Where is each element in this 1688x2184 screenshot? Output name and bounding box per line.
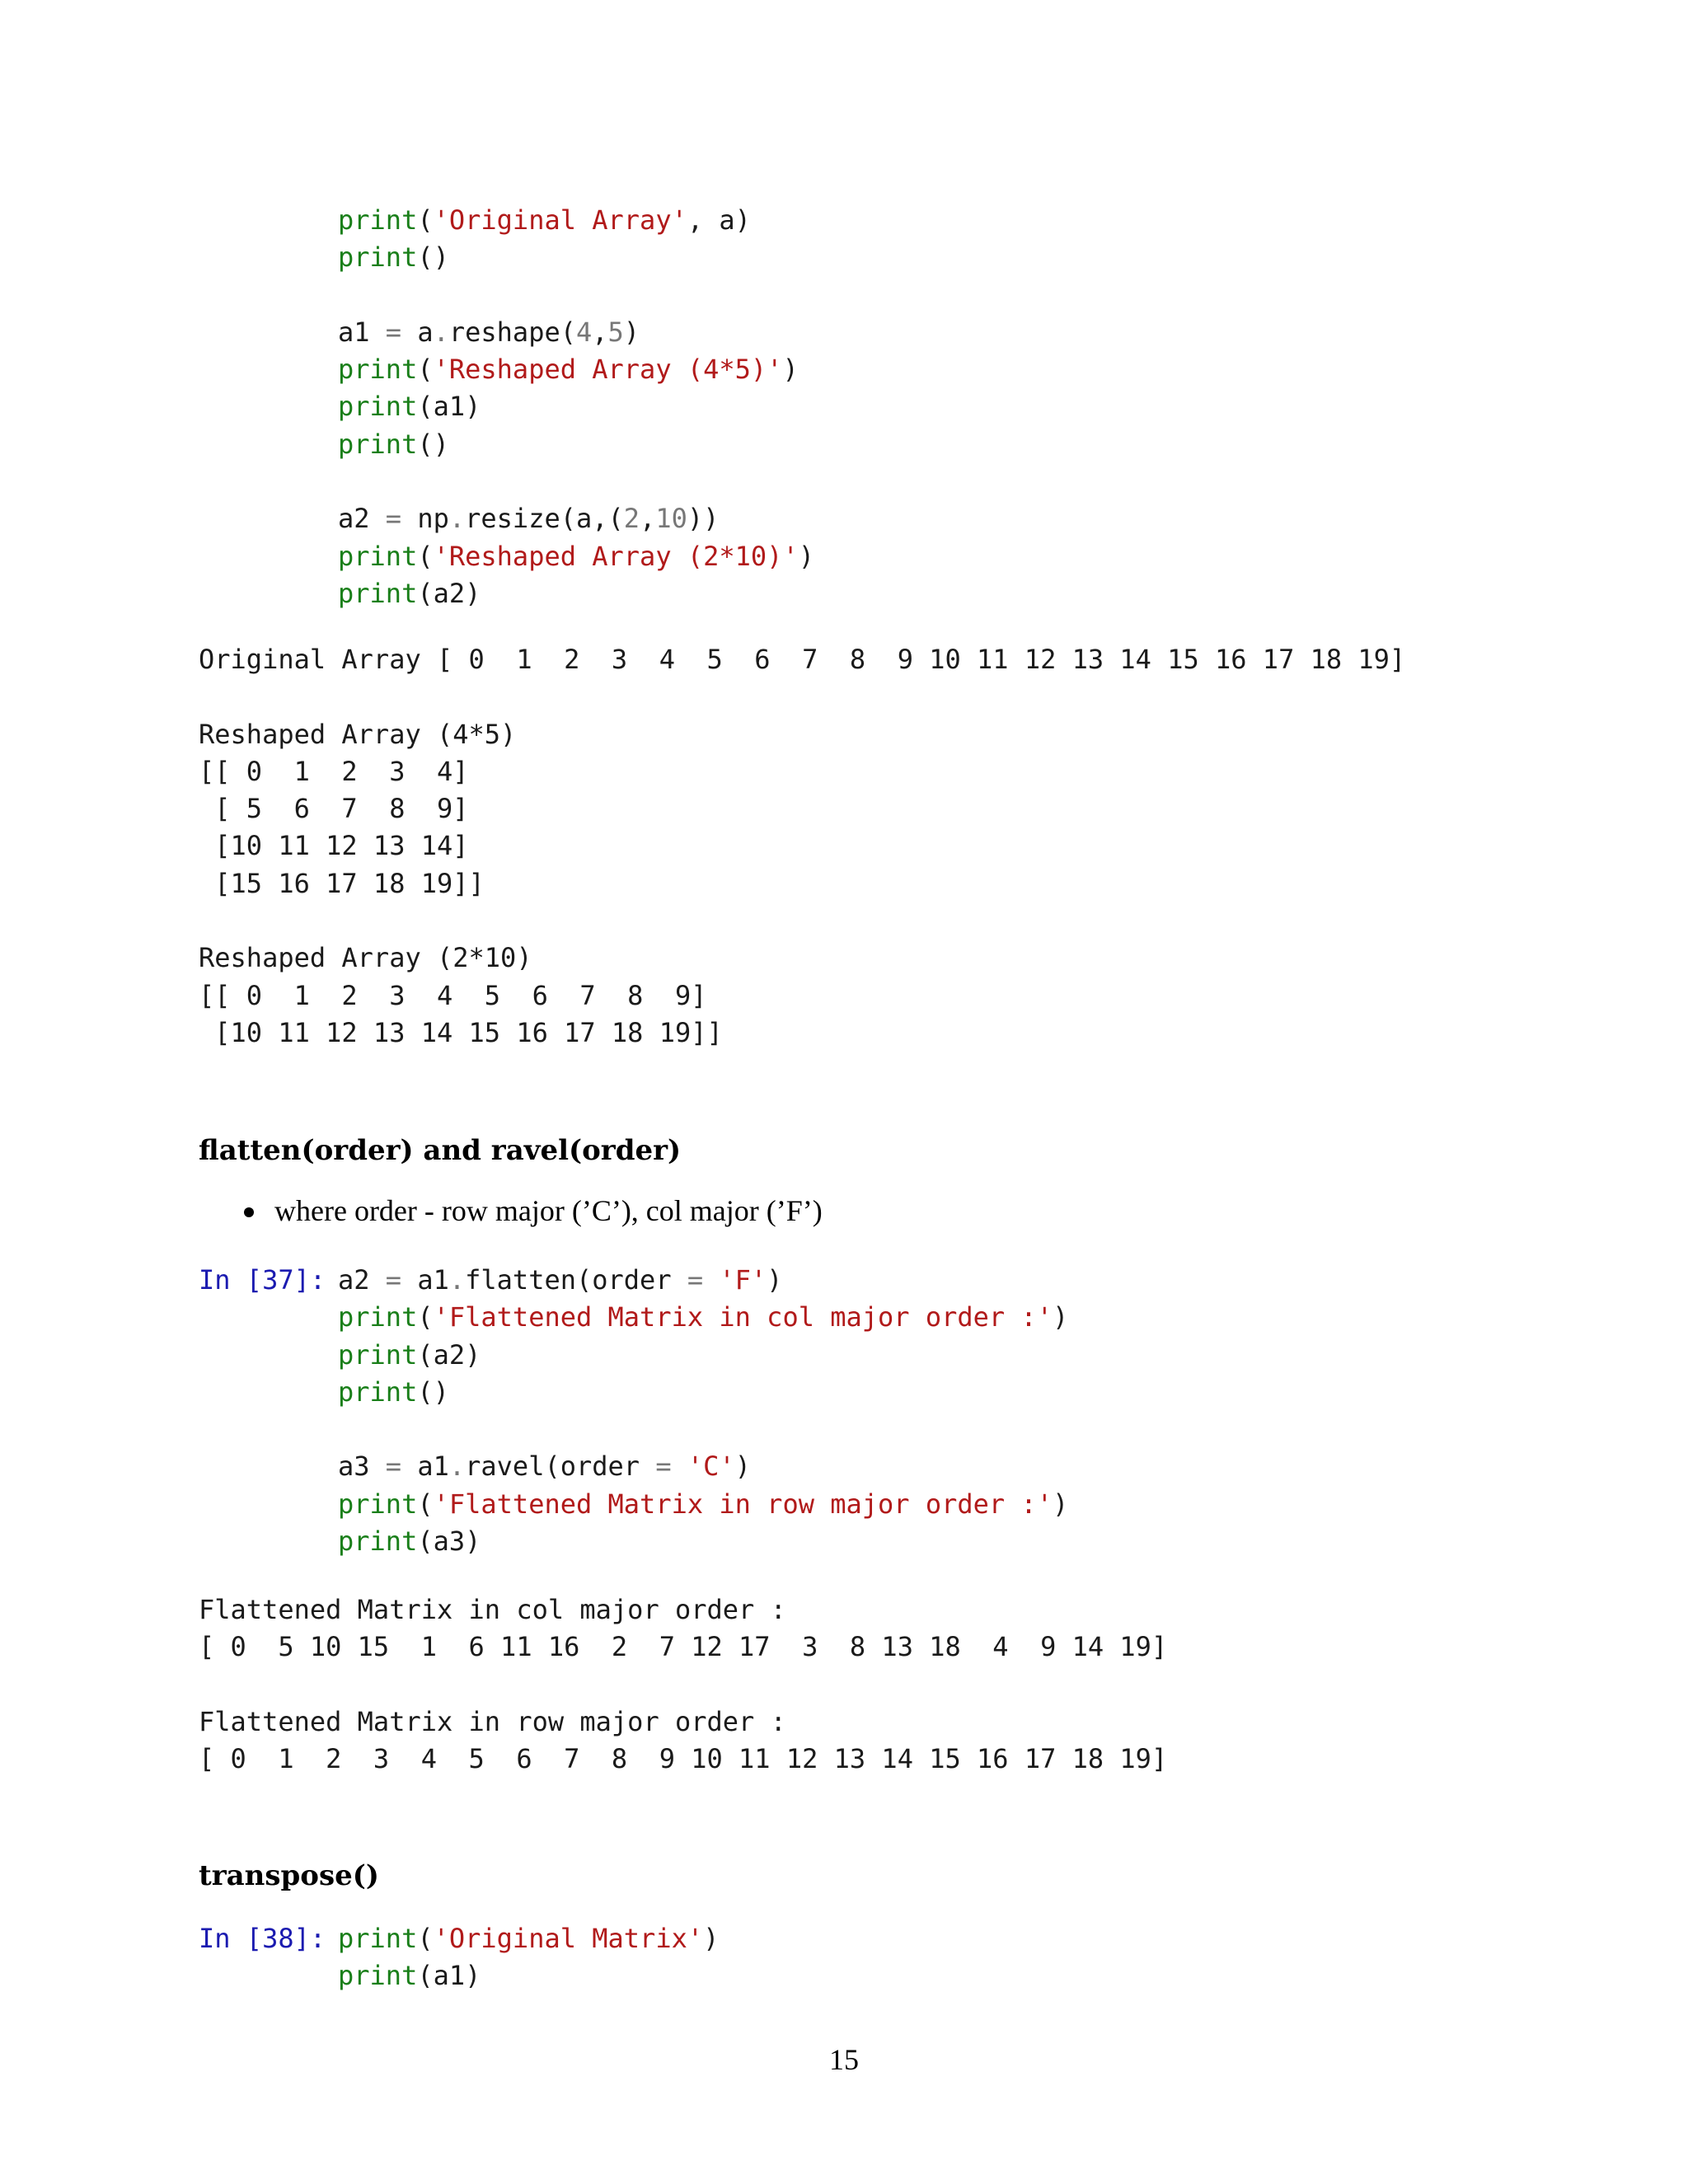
code-cell-37 bbox=[338, 1262, 1068, 1560]
code-token: = bbox=[655, 1451, 672, 1483]
code-token: flatten(order bbox=[465, 1264, 687, 1296]
output-line: Reshaped Array (4*5) bbox=[199, 718, 517, 750]
code-line bbox=[338, 463, 814, 500]
code-token: print bbox=[338, 1376, 418, 1408]
code-token: ( bbox=[417, 1301, 434, 1333]
code-line bbox=[338, 314, 814, 351]
code-token: (a1) bbox=[417, 391, 481, 423]
code-token: print bbox=[338, 204, 418, 236]
code-line bbox=[338, 351, 814, 388]
code-token: a bbox=[401, 316, 434, 348]
code-token: print bbox=[338, 1488, 418, 1520]
code-token: ) bbox=[703, 1923, 720, 1954]
code-token: = bbox=[385, 503, 402, 535]
code-token: 10 bbox=[655, 503, 687, 535]
code-token: , bbox=[592, 316, 608, 348]
code-token: 'C' bbox=[687, 1451, 735, 1483]
code-token: resize(a,( bbox=[465, 503, 624, 535]
code-token: a1 bbox=[338, 316, 386, 348]
code-token: 'Flattened Matrix in col major order :' bbox=[433, 1301, 1053, 1333]
code-token: )) bbox=[687, 503, 720, 535]
output-cell-37 bbox=[199, 1591, 1167, 1778]
code-token: a1 bbox=[401, 1264, 449, 1296]
code-token: . bbox=[448, 503, 466, 535]
code-token: ) bbox=[734, 1451, 751, 1483]
code-token: , a) bbox=[687, 204, 751, 236]
cell-prompt-37: In [37]: bbox=[199, 1264, 326, 1296]
code-token: ( bbox=[417, 354, 434, 386]
code-token: print bbox=[338, 1301, 418, 1333]
output-cell-1 bbox=[199, 641, 1405, 1052]
code-token: (a2) bbox=[417, 1338, 481, 1371]
code-line bbox=[338, 1448, 1068, 1485]
code-token: ( bbox=[417, 1488, 434, 1520]
code-token: 'Original Matrix' bbox=[433, 1923, 704, 1954]
output-line: [ 0 1 2 3 4 5 6 7 8 9 10 11 12 13 14 15 16 17 18 19] bbox=[199, 1743, 1168, 1775]
output-line: [15 16 17 18 19]] bbox=[199, 867, 485, 899]
code-token: print bbox=[338, 1338, 418, 1371]
code-line bbox=[338, 1299, 1068, 1336]
code-token: a3 bbox=[338, 1451, 386, 1483]
output-line: [[ 0 1 2 3 4 5 6 7 8 9] bbox=[199, 979, 707, 1011]
code-token: . bbox=[433, 316, 449, 348]
code-token: 'Reshaped Array (4*5)' bbox=[433, 354, 783, 386]
section-heading-transpose: transpose() bbox=[199, 1859, 379, 1892]
code-token: print bbox=[338, 1526, 418, 1558]
code-token: () bbox=[417, 428, 449, 460]
code-cell-38 bbox=[338, 1920, 719, 1995]
code-token: . bbox=[448, 1264, 466, 1296]
code-token: ) bbox=[782, 354, 799, 386]
code-line bbox=[338, 1337, 1068, 1374]
code-token: , bbox=[640, 503, 656, 535]
section-heading-flatten: flatten(order) and ravel(order) bbox=[199, 1134, 682, 1167]
code-token: ) bbox=[798, 540, 814, 572]
code-token: print bbox=[338, 1960, 418, 1992]
code-token: (a3) bbox=[417, 1526, 481, 1558]
code-token: . bbox=[448, 1451, 466, 1483]
code-token: print bbox=[338, 577, 418, 609]
code-token: = bbox=[687, 1264, 704, 1296]
code-token: reshape( bbox=[448, 316, 576, 348]
output-line: [ 5 6 7 8 9] bbox=[199, 793, 469, 825]
code-token: print bbox=[338, 540, 418, 572]
code-cell-1 bbox=[338, 202, 814, 612]
output-line bbox=[199, 902, 1405, 940]
code-token bbox=[672, 1451, 687, 1482]
output-line: [ 0 5 10 15 1 6 11 16 2 7 12 17 3 8 13 18 4 9 14 19] bbox=[199, 1631, 1168, 1663]
code-token: (a2) bbox=[417, 577, 481, 609]
code-token: ) bbox=[1052, 1488, 1069, 1520]
code-token: 'Reshaped Array (2*10)' bbox=[433, 540, 799, 572]
output-line: Original Array [ 0 1 2 3 4 5 6 7 8 9 10 11 12 13 14 15 16 17 18 19] bbox=[199, 644, 1406, 675]
code-token: (a1) bbox=[417, 1960, 481, 1992]
code-token: 'Flattened Matrix in row major order :' bbox=[433, 1488, 1053, 1520]
code-token: 'Original Array' bbox=[433, 204, 687, 236]
code-line bbox=[338, 1957, 719, 1994]
output-line bbox=[199, 1666, 1167, 1704]
code-line bbox=[338, 239, 814, 276]
code-line bbox=[338, 500, 814, 537]
code-line bbox=[338, 1486, 1068, 1523]
code-line bbox=[338, 277, 814, 314]
code-token: print bbox=[338, 391, 418, 423]
code-token bbox=[703, 1264, 719, 1296]
bullet-text: where order - row major (’C’), col major (’F’) bbox=[274, 1194, 823, 1227]
code-token: ) bbox=[623, 316, 640, 348]
output-line: Reshaped Array (2*10) bbox=[199, 942, 532, 974]
code-token: print bbox=[338, 354, 418, 386]
output-line: [10 11 12 13 14] bbox=[199, 830, 469, 862]
code-token: ( bbox=[417, 204, 434, 236]
code-line bbox=[338, 1920, 719, 1957]
code-token: a1 bbox=[401, 1451, 449, 1483]
output-line: [10 11 12 13 14 15 16 17 18 19]] bbox=[199, 1016, 723, 1048]
code-line bbox=[338, 1523, 1068, 1560]
code-token: 'F' bbox=[719, 1264, 767, 1296]
code-token: 5 bbox=[607, 316, 624, 348]
code-token: ( bbox=[417, 540, 434, 572]
code-line bbox=[338, 388, 814, 425]
code-token: a2 bbox=[338, 1264, 386, 1296]
bullet-item bbox=[244, 1193, 823, 1228]
code-token: print bbox=[338, 241, 418, 274]
code-token: () bbox=[417, 1376, 449, 1408]
code-token: ( bbox=[417, 1923, 434, 1954]
code-token: ) bbox=[767, 1264, 783, 1296]
code-line bbox=[338, 1411, 1068, 1448]
code-line bbox=[338, 202, 814, 239]
code-line bbox=[338, 538, 814, 575]
code-token: print bbox=[338, 1923, 418, 1954]
code-token: = bbox=[385, 1451, 402, 1483]
output-line bbox=[199, 678, 1405, 715]
code-line bbox=[338, 426, 814, 463]
output-line: [[ 0 1 2 3 4] bbox=[199, 755, 469, 787]
code-token: 2 bbox=[623, 503, 640, 535]
code-token: = bbox=[385, 1264, 402, 1296]
code-token: ) bbox=[1052, 1301, 1069, 1333]
code-token: 4 bbox=[575, 316, 593, 348]
code-line bbox=[338, 1262, 1068, 1299]
code-line bbox=[338, 1374, 1068, 1411]
output-line: Flattened Matrix in row major order : bbox=[199, 1705, 786, 1737]
page-number: 15 bbox=[829, 2043, 859, 2076]
code-token: a2 bbox=[338, 503, 386, 535]
bullet-icon bbox=[244, 1207, 254, 1217]
code-token: np bbox=[401, 503, 449, 535]
code-token: ravel(order bbox=[465, 1451, 656, 1483]
bullet-list bbox=[244, 1193, 823, 1228]
code-line bbox=[338, 575, 814, 612]
output-line: Flattened Matrix in col major order : bbox=[199, 1594, 786, 1625]
code-token: print bbox=[338, 428, 418, 460]
cell-prompt-38: In [38]: bbox=[199, 1923, 326, 1954]
code-token: () bbox=[417, 241, 449, 274]
code-token: = bbox=[385, 316, 402, 348]
